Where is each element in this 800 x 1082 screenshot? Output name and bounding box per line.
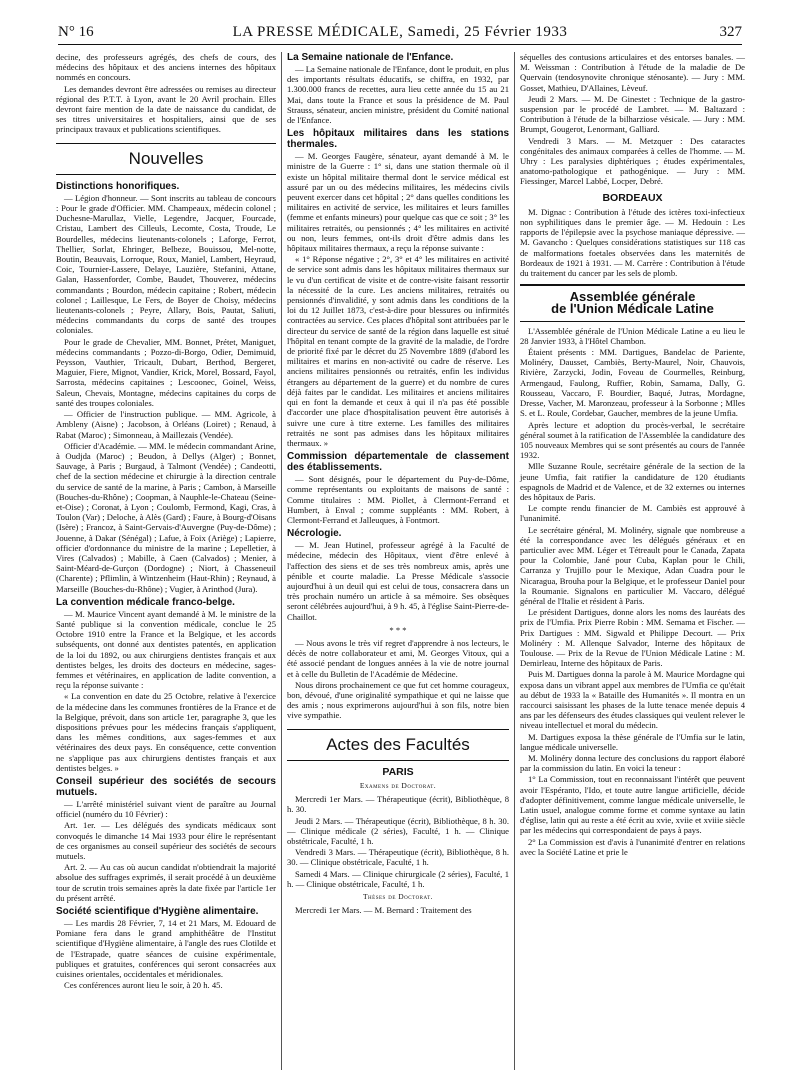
- article-heading: Commission départementale de classement des établissements.: [287, 451, 509, 474]
- section-banner: [287, 729, 509, 761]
- column-divider: [281, 52, 282, 1070]
- separator-stars: * * *: [389, 624, 407, 635]
- paragraph: Les demandes devront être adressées ou remises au directeur régional des P.T.T. à Lyon, avant le 20 Avril prochain. Elles devront faire mention de la date de naissance du candidat, de ses titres universitaires et hospitaliers, ainsi que de ses principaux travaux et publications scientifiques.: [56, 83, 276, 135]
- article-heading: Nécrologie.: [287, 528, 342, 540]
- paragraph: Mlle Suzanne Roule, secrétaire générale de la section de la jeune Umfia, fait ratifier la candidature de 120 étudiants espagnols de Madrid et de Valence, et de 32 externes ou internes des hôpitaux de Paris.: [520, 461, 745, 502]
- paragraph: Art. 2. — Au cas où aucun candidat n'obtiendrait la majorité absolue des suffrages exprimés, il serait procédé à un deuxième tour de scrutin trois semaines après la date fixée par l'article 1er du présent arrêté.: [56, 862, 276, 903]
- paragraph: — Officier de l'instruction publique. — MM. Agricole, à Ambleny (Aisne) ; Jacobson, à Orléans (Loiret) ; Renaud, à Rabat (Maroc) ; Simonneau, à Maillezais (Vendée).: [56, 409, 276, 440]
- paragraph: — M. Maurice Vincent ayant demandé à M. le ministre de la Santé publique si la convention médicale, conclue le 25 Octobre 1910 entre la France et la Belgique, et les accords subséquents, ont donné aux dentistes patentés, en application de la loi du 1892, ou aux chirurgiens dentistes français et aux dentistes belges, les droits des docteurs en médecine, sages-femmes et vétérinaires, en application de ladite convention, a reçu la réponse suivante :: [56, 608, 276, 691]
- column-2: [287, 52, 509, 916]
- paragraph: Étaient présents : MM. Dartigues, Bandelac de Pariente, Molinéry, Dausset, Cambiès, Berty-Maurel, Noir, Chauvois, Rivière, Zarzycki, Jodin, Foveau de Courmelles, Reinburg, Armengaud, Faulong, Ruffier, Robin, Samama, Dally, G. Rousseau, Vaccaro, F. Bourdier, Baqué, Jutras, Mordagne, Dresse, Vacher, M. Maronzeau, professeur à la Sorbonne ; Mlles S. et L. Roule, Cordebar, Gaucher, membres de la jeune Umfia.: [520, 347, 745, 419]
- section-title-actes: Actes des Facultés: [326, 734, 470, 754]
- paragraph: Le secrétaire général, M. Molinéry, signale que nombreuse a été la correspondance avec les délégués généraux et en particulier avec MM. Léger et Tétreault pour le Canada, Zapata pour la Colombie, Jané pour Cuba, Kaplan pour le Chili, Carranza y Trujillo pour le Mexique, Adan Cuadra pour le Nicaragua, Brouha pour la Belgique, et le professeur Daniel pour la Roumanie. Signalons en particulier M. Vaccaro, délégué général de l'Italie et résident à Paris.: [520, 524, 745, 606]
- article-heading: Société scientifique d'Hygiène alimentaire.: [56, 906, 259, 918]
- paragraph: Le compte rendu financier de M. Cambiès est approuvé à l'unanimité.: [520, 503, 745, 524]
- column-divider: [514, 52, 515, 1070]
- section-title-nouvelles: Nouvelles: [128, 148, 204, 168]
- paragraph: Vendredi 3 Mars. — Thérapeutique (écrit), Bibliothèque, 8 h. 30. — Clinique obstétricale, Faculté, 1 h.: [287, 847, 509, 868]
- paragraph: « La convention en date du 25 Octobre, relative à l'exercice de la médecine dans les communes frontières de la France et de la Belgique, prévoit, dans son article 1er, paragraphe 3, que les dispositions prévues pour les médecins français s'appliquent, dans les mêmes conditions, aux sages-femmes et aux vétérinaires des deux pays. En conséquence, cette convention ne s'applique pas aux chirurgiens dentistes français et aux dentistes belges. »: [56, 691, 276, 773]
- paragraph: L'Assemblée générale de l'Union Médicale Latine a eu lieu le 28 Janvier 1933, à l'Hôtel Chambon.: [520, 325, 745, 346]
- paragraph: Pour le grade de Chevalier, MM. Bonnet, Prétet, Maniguet, médecins commandants ; Pozzo-di-Borgo, Odier, Demimuid, Peysson, Vauthier, Tricault, Dubart, Berthod, Bergeret, Maguier, Fiere, Mignot, Vandier, Krick, Morel, Bossard, Fayol, Sarrosta, médecins capitaines ; Lescoonec, Goinel, Weiss, Saleun, Chevais, Montagne, médecins capitaines du corps de santé des troupes coloniales.: [56, 336, 276, 408]
- issue-number: N° 16: [58, 24, 94, 40]
- paragraph: — L'arrêté ministériel suivant vient de paraître au Journal officiel (numéro du 10 Février) :: [56, 799, 276, 820]
- paragraph: Le président Dartigues, donne alors les noms des lauréats des prix de l'Umfia. Prix Pierre Robin : MM. Semama et Fischer. — Prix Dartigues : MM. Sigwald et Philippe Decourt. — Prix Molinéry : M. Allenque Salvador, Interne des hôpitaux de Toulouse. — Prix de la Revue de l'Union Médicale Latine : M. Demirleau, Interne des hôpitaux de Paris.: [520, 607, 745, 669]
- paragraph: M. Dartigues exposa la thèse générale de l'Umfia sur le latin, langue médicale universelle.: [520, 731, 745, 752]
- page-header: [58, 24, 742, 45]
- article-heading: La convention médicale franco-belge.: [56, 596, 235, 608]
- page-number: 327: [719, 24, 742, 40]
- section-subtitle-umfia: de l'Union Médicale Latine: [551, 301, 714, 317]
- paragraph: — M. Georges Faugère, sénateur, ayant demandé à M. le ministre de la Guerre : 1° si, dans une station thermale où il existe un hôpital militaire thermal dont le service médical est assuré par un ou des médecins militaires, les médecins civils peuvent exercer dans cet hôpital ; 2° dans quelles conditions les militaires en activité de service, les militaires et leurs familles (femme et enfants mineurs) pour quelque cas que ce soit ; 3° les militaires retraités, ou pensionnés ; 4° les militaires en activité ou non, leurs femmes, ont-ils droit d'être admis dans les hôpitaux militaires thermaux, a reçu la réponse suivante :: [287, 151, 509, 254]
- article-heading: La Semaine nationale de l'Enfance.: [287, 52, 454, 63]
- paragraph: Officier d'Académie. — MM. le médecin commandant Arine, à Oudjda (Maroc) ; Beudon, à Dellys (Alger) ; Bonnet, Sauvage, à Paris ; Burgaud, à Talmont (Vendée) ; Candeotti, chef de la section médecine et chirurgie à la direction centrale du service de santé de la marine, à Paris ; Cambon, à Marseille (Bouches-du-Rhône) ; Coopman, à Nauphle-le-Chateau (Seine-et-Oise) ; Coronat, à Lyon ; Coulomb, Fermond, Kagi, Cras, à Toulon (Var) ; Deloche, à Alès (Gard) ; Faure, à Bourg-d'Oisans (Isère) ; Francoz, à Saint-Gervais-d'Auvergne (Puy-de-Dôme) ; Jouenne, à Dakar (Sénégal) ; Lafue, à Foix (Ariège) ; Lapierre, officier d'ordonnance du ministre de la marine ; Lepelletier, à Vires (Calvados) ; Mabille, à Caen (Calvados) ; Menier, à Saint-Méard-de-Gurçon (Dordogne) ; Niort, à Chasseneuil (Charente) ; Pflimlin, à Wintzenheim (Haut-Rhin) ; Reynaud, à Marseille (Bouches-du-Rhône) ; Vugier, à Arinthod (Jura).: [56, 440, 276, 594]
- subheading-theses: Thèses de Doctorat.: [362, 892, 434, 902]
- paragraph: Vendredi 3 Mars. — M. Metzquer : Des cataractes congénitales des animaux comparées à celles de l'homme. — M. Uhry : Les paralysies diphtériques ; études expérimentales, anatomo-pathologique et pathogénique. — Jury : MM. Fiessinger, Marcel Labbé, Locper, Debré.: [520, 135, 745, 187]
- paragraph: Mercredi 1er Mars. — Thérapeutique (écrit), Bibliothèque, 8 h. 30.: [287, 794, 509, 815]
- column-1: [56, 52, 276, 991]
- paragraph: Samedi 4 Mars. — Clinique chirurgicale (2 séries), Faculté, 1 h. — Clinique obstétricale, Faculté, 1 h.: [287, 868, 509, 889]
- paragraph: — La Semaine nationale de l'Enfance, dont le produit, en plus des importants résultats éducatifs, se chiffra, en 1932, par 1.300.000 francs de recettes, aura lieu cette année du 15 au 21 Mai, dans toute la France et sous la présidence de M. Paul Strauss, sénateur, ancien ministre, président du Comité national de l'Enfance.: [287, 64, 509, 126]
- paragraph: « 1° Réponse négative ; 2°, 3° et 4° les militaires en activité de service sont admis dans les hôpitaux militaires thermaux sur le vu d'un certificat de visite et de contre-visite faisant ressortir la nécessité de la cure. Les anciens militaires, retraités ou pensionnés d'invalidité, y sont admis dans les conditions de la loi du 12 Juillet 1873, c'est-à-dire pour blessures ou infirmités contractées au service. Ces places d'hôpital sont attribuées par le directeur du service de santé de la région dans laquelle est situé l'hôpital en tenant compte de la gravité de la maladie, de l'ordre de priorité fixé par le décret du 25 Novembre 1889 (d'abord les militaires et marins en non-activité ou cadre de réserve. Les anciens militaires pensionnés ou retraités, enfin les individus étrangers au département de la guerre) et du nombre de cures déjà faites par le candidat. Les militaires et anciens militaires qui en font la demande et ceux à qui il n'a pas été possible d'accorder une place d'hospitalisation peuvent être autorisés à suivre une cure à titre externe. Les familles des militaires retraités ne sont pas admises dans les hôpitaux militaires thermaux. »: [287, 254, 509, 448]
- paragraph: — M. Jean Hutinel, professeur agrégé à la Faculté de médecine, médecin des Hôpitaux, vient d'être enlevé à l'affection des siens et de ses très nombreux amis, après une pénible et courte maladie. La Presse Médicale s'associe aujourd'hui à un deuil qui est celui de tous, consacrera dans un très prochain numéro un article à sa mémoire. Ses obsèques seront célébrées aujourd'hui, à 9 h. 45, à l'église Saint-Pierre-de-Chaillot.: [287, 540, 509, 622]
- paragraph: M. Dignac : Contribution à l'étude des ictères toxi-infectieux non syphilitiques dans le premier âge. — M. Hedouin : Les rapports de l'épilepsie avec la psychose maniaque dépressive. — M. Gavancho : Quelques considérations statistiques sur 118 cas de malformations foetales observées dans les maternités de Bordeaux de 1921 à 1931. — M. Carrère : Contribution à l'étude du traitement du cancer par les sels de plomb.: [520, 206, 745, 279]
- subheading-examens: Examens de Doctorat.: [359, 780, 437, 790]
- section-banner: [520, 284, 745, 321]
- city-heading-paris: PARIS: [382, 765, 414, 778]
- paragraph: Puis M. Dartigues donna la parole à M. Maurice Mordagne qui exposa dans un vibrant appel aux membres de l'Umfia ce qu'était au début de 1933 la « Bataille des Humanités ». Il montra en un raccourci saisissant les phases de la lutte tenace menée depuis 4 ans par les défenseurs des études classiques qui veulent relever le niveau intellectuel et moral du médecin.: [520, 669, 745, 731]
- column-3: [520, 52, 745, 858]
- paragraph: 2° La Commission est d'avis à l'unanimité d'entrer en relations avec la Société Latine et prie le: [520, 836, 745, 857]
- article-heading: Conseil supérieur des sociétés de secours mutuels.: [56, 776, 276, 798]
- paragraph: — Nous avons le très vif regret d'apprendre à nos lecteurs, le décès de notre collaborateur et ami, M. Georges Vitoux, qui a été associé pendant de longues années à la vie de notre journal et à celle du Bulletin de l'Académie de Médecine.: [287, 637, 509, 679]
- paragraph: Jeudi 2 Mars. — Thérapeutique (écrit), Bibliothèque, 8 h. 30. — Clinique médicale (2 séries), Faculté, 1 h. — Clinique obstétricale, Faculté, 1 h.: [287, 815, 509, 846]
- paragraph: Nous dirons prochainement ce que fut cet homme courageux, bon, dévoué, d'une originalité sympathique et qui ne laisse que des amis ; nous exprimerons aujourd'hui à son fils, notre bien vive sympathie.: [287, 679, 509, 721]
- section-banner: [56, 143, 276, 175]
- article-heading: Distinctions honorifiques.: [56, 180, 180, 192]
- paragraph: 1° La Commission, tout en reconnaissant l'intérêt que peuvent avoir l'Espéranto, l'Ido, et toute autre langue artificielle, décide d'adopter définitivement, comme langue médicale universelle, le Latin usuel, analogue comme forme et comme syntaxe au latin d'église, latin qui au reste a été écrit au xvie, xviie et xviiie siècle par les médecins qui correspondaient de pays à pays.: [520, 774, 745, 836]
- paragraph: Ces conférences auront lieu le soir, à 20 h. 45.: [64, 980, 223, 991]
- paragraph: — Légion d'honneur. — Sont inscrits au tableau de concours : Pour le grade d'Officier. MM. Champeaux, médecin colonel ; Duchesne-Marullaz, Vielle, Legendre, Jacquer, Fourcade, Cristau, Lambert des Cilleuls, Lecomte, Costa, Troude, Le Bourdelles, médecins lieutenants-colonels ; Laforge, Ferrot, Thellier, Sorlat, Ehringer, Belbeze, Bouissou, Mel-notte, Boutin, Beauvais, Lorroque, Roux, Maniel, Lambert, Heyraud, Coic, Tournier-Lassere, Delaye, Lauzière, Stefanini, Attane, Galan, Hassenforder, Combe, Baudet, Thouverez, médecins commandants ; Bourdon, médecin capitaine ; Robert, médecin colonel ; Laillesque, Le Fers, de Boyer de Choisy, médecins lieutenants-colonels ; Peyre, Allary, Bois, Pautat, Saliuti, médecins commandants du corps de santé des troupes coloniales.: [56, 192, 276, 336]
- paragraph: Après lecture et adoption du procès-verbal, le secrétaire général soumet à la ratification de l'Assemblée la candidature des 105 nouveaux Membres qui se sont présentés au cours de l'année 1932.: [520, 419, 745, 461]
- paragraph: decine, des professeurs agrégés, des chefs de cours, des médecins des hôpitaux et des anciens internes des hôpitaux nommés en concours.: [56, 52, 276, 83]
- paragraph: — Sont désignés, pour le département du Puy-de-Dôme, comme représentants ou exploitants de maisons de santé : Comme titulaires : MM. Piollet, à Clermont-Ferrand et Humbert, à Enval ; comme suppléants : MM. Robert, à Clermont-Ferrand et Jalleuques, à Fontmort.: [287, 474, 509, 525]
- section-title-assemblee: Assemblée générale: [569, 289, 696, 305]
- paragraph: Art. 1er. — Les délégués des syndicats médicaux sont convoqués le dimanche 14 Mai 1933 pour élire le représentant de ces organismes au conseil supérieur des sociétés de secours mutuels.: [56, 820, 276, 862]
- paragraph: M. Molinéry donna lecture des conclusions du rapport élaboré par la commission du latin. En voici la teneur :: [520, 753, 745, 774]
- city-heading-bordeaux: BORDEAUX: [602, 191, 663, 204]
- paragraph: Mercredi 1er Mars. — M. Bernard : Traitement des: [295, 905, 472, 916]
- paragraph: — Les mardis 28 Février, 7, 14 et 21 Mars, M. Edouard de Pomiane fera dans le grand amphithéâtre de l'Institut scientifique d'Hygiène alimentaire, à l'angle des rues Clotilde et de l'Estrapade, quatre séances de cuisine expérimentale, publiques et gratuites, conférences qui seront consacrées aux cuisines orientales, occidentales et méridionales.: [56, 918, 276, 980]
- article-heading: Les hôpitaux militaires dans les stations thermales.: [287, 128, 509, 151]
- journal-title: LA PRESSE MÉDICALE, Samedi, 25 Février 1933: [232, 24, 568, 40]
- paragraph: séquelles des contusions articulaires et des entorses banales. — M. Weissman : Contribution à l'étude de la maladie de De Quervain (tendosynovite chronique sténosante). — Jury : MM. Gosset, Mathieu, D'Allaines, Lèveuf.: [520, 52, 745, 93]
- paragraph: Jeudi 2 Mars. — M. De Ginestet : Technique de la gastro-suspension par le procédé de Lambret. — M. Baltazard : Contribution à l'étude de la bilharziose vésicale. — Jury : MM. Brumpt, Gougerot, Lenormant, Galliard.: [520, 93, 745, 135]
